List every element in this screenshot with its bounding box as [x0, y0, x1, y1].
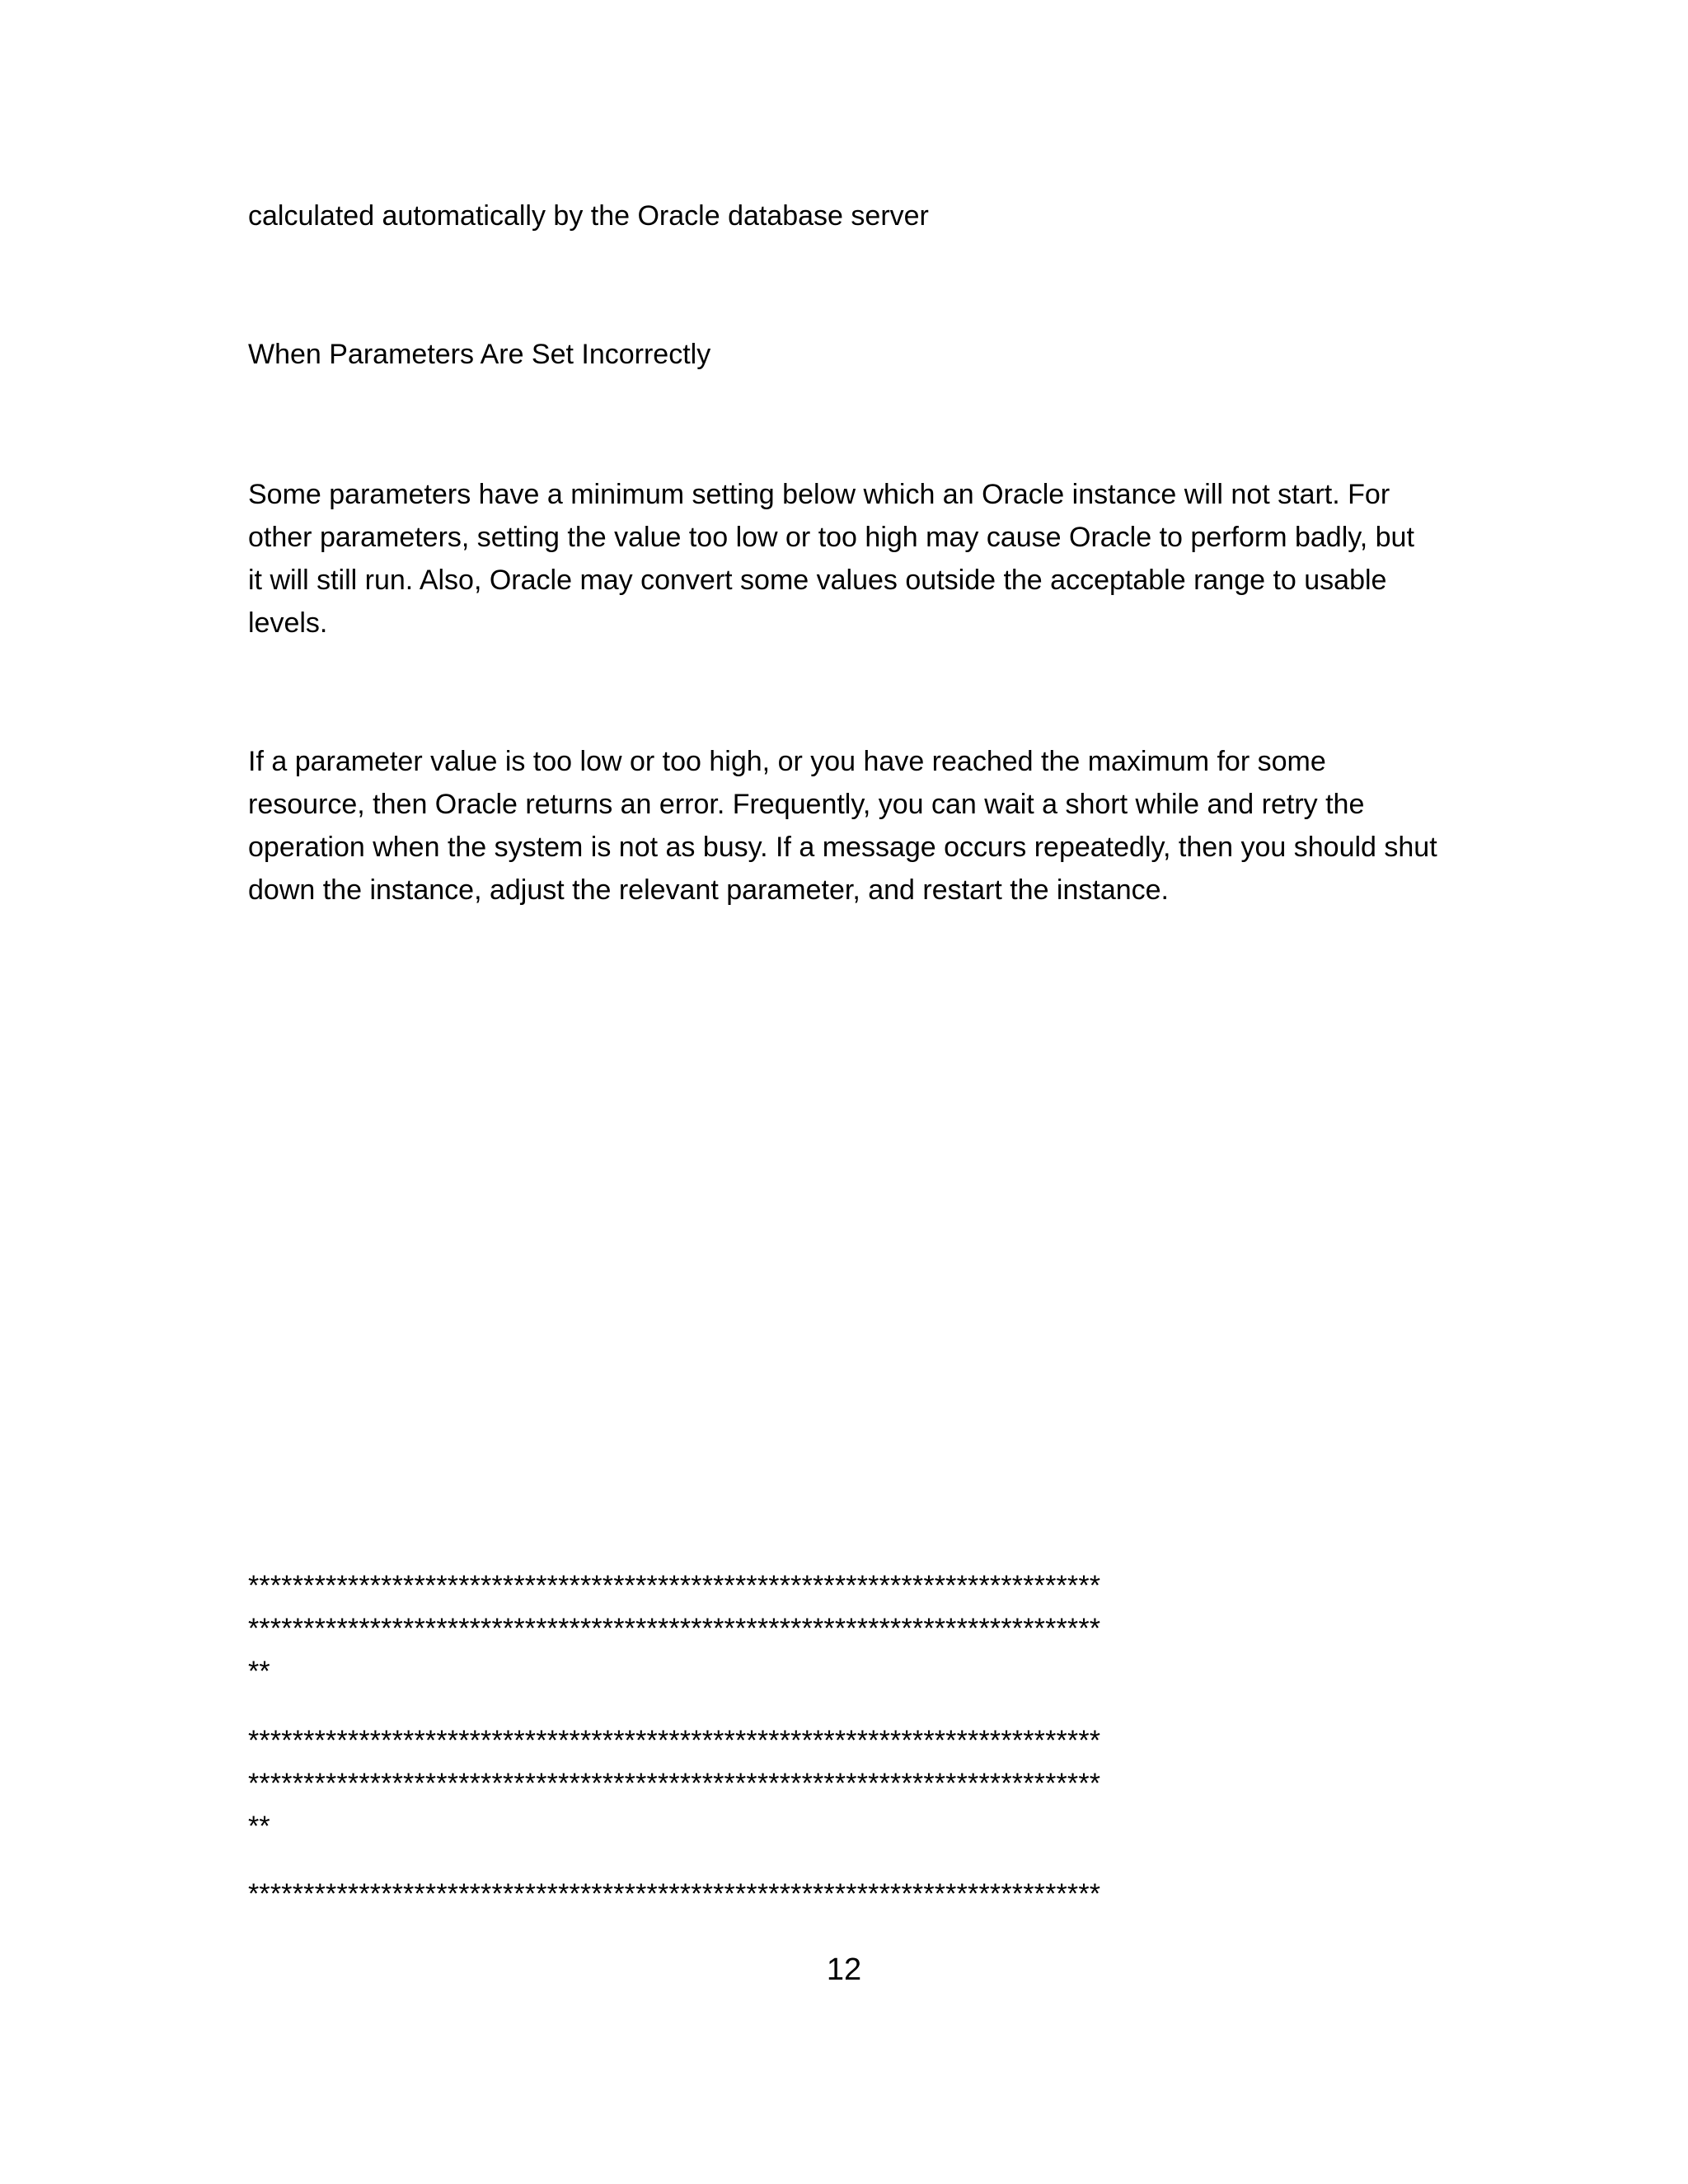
paragraph-2-line: down the instance, adjust the relevant parameter, and restart the instance. [248, 874, 1170, 906]
fragment-line [248, 194, 1451, 237]
separator-line: ** [248, 1811, 270, 1842]
paragraph-2-line: resource, then Oracle returns an error. Frequently, you can wait a short while and retry the [248, 789, 1365, 820]
paragraph-2 [248, 740, 1451, 912]
paragraph-1-line: levels. [248, 607, 328, 639]
separator-line: ***************************************************************************** [248, 1570, 1101, 1601]
paragraph-1 [248, 473, 1451, 644]
fragment-line-text: calculated automatically by the Oracle database server [248, 200, 929, 232]
paragraph-1-line: Some parameters have a minimum setting below which an Oracle instance will not start. For [248, 479, 1390, 510]
paragraph-2-line: If a parameter value is too low or too high, or you have reached the maximum for some [248, 746, 1326, 777]
section-heading [248, 333, 1451, 376]
paragraph-2-line: operation when the system is not as busy. If a message occurs repeatedly, then you should shut [248, 832, 1437, 863]
section-heading-text: When Parameters Are Set Incorrectly [248, 339, 711, 370]
paragraph-1-line: it will still run. Also, Oracle may convert some values outside the acceptable range to usable [248, 565, 1387, 596]
paragraph-1-line: other parameters, setting the value too low or too high may cause Oracle to perform badly, but [248, 522, 1414, 553]
separator-line: ***************************************************************************** [248, 1878, 1101, 1910]
separator-line: ***************************************************************************** [248, 1725, 1101, 1756]
separator-line: ***************************************************************************** [248, 1768, 1101, 1799]
separator-block-1 [248, 1564, 1451, 1693]
separator-block-3 [248, 1872, 1451, 1915]
separator-line: ***************************************************************************** [248, 1613, 1101, 1644]
page-number: 12 [826, 1952, 862, 1987]
separator-line: ** [248, 1656, 270, 1687]
separator-block-2 [248, 1719, 1451, 1848]
